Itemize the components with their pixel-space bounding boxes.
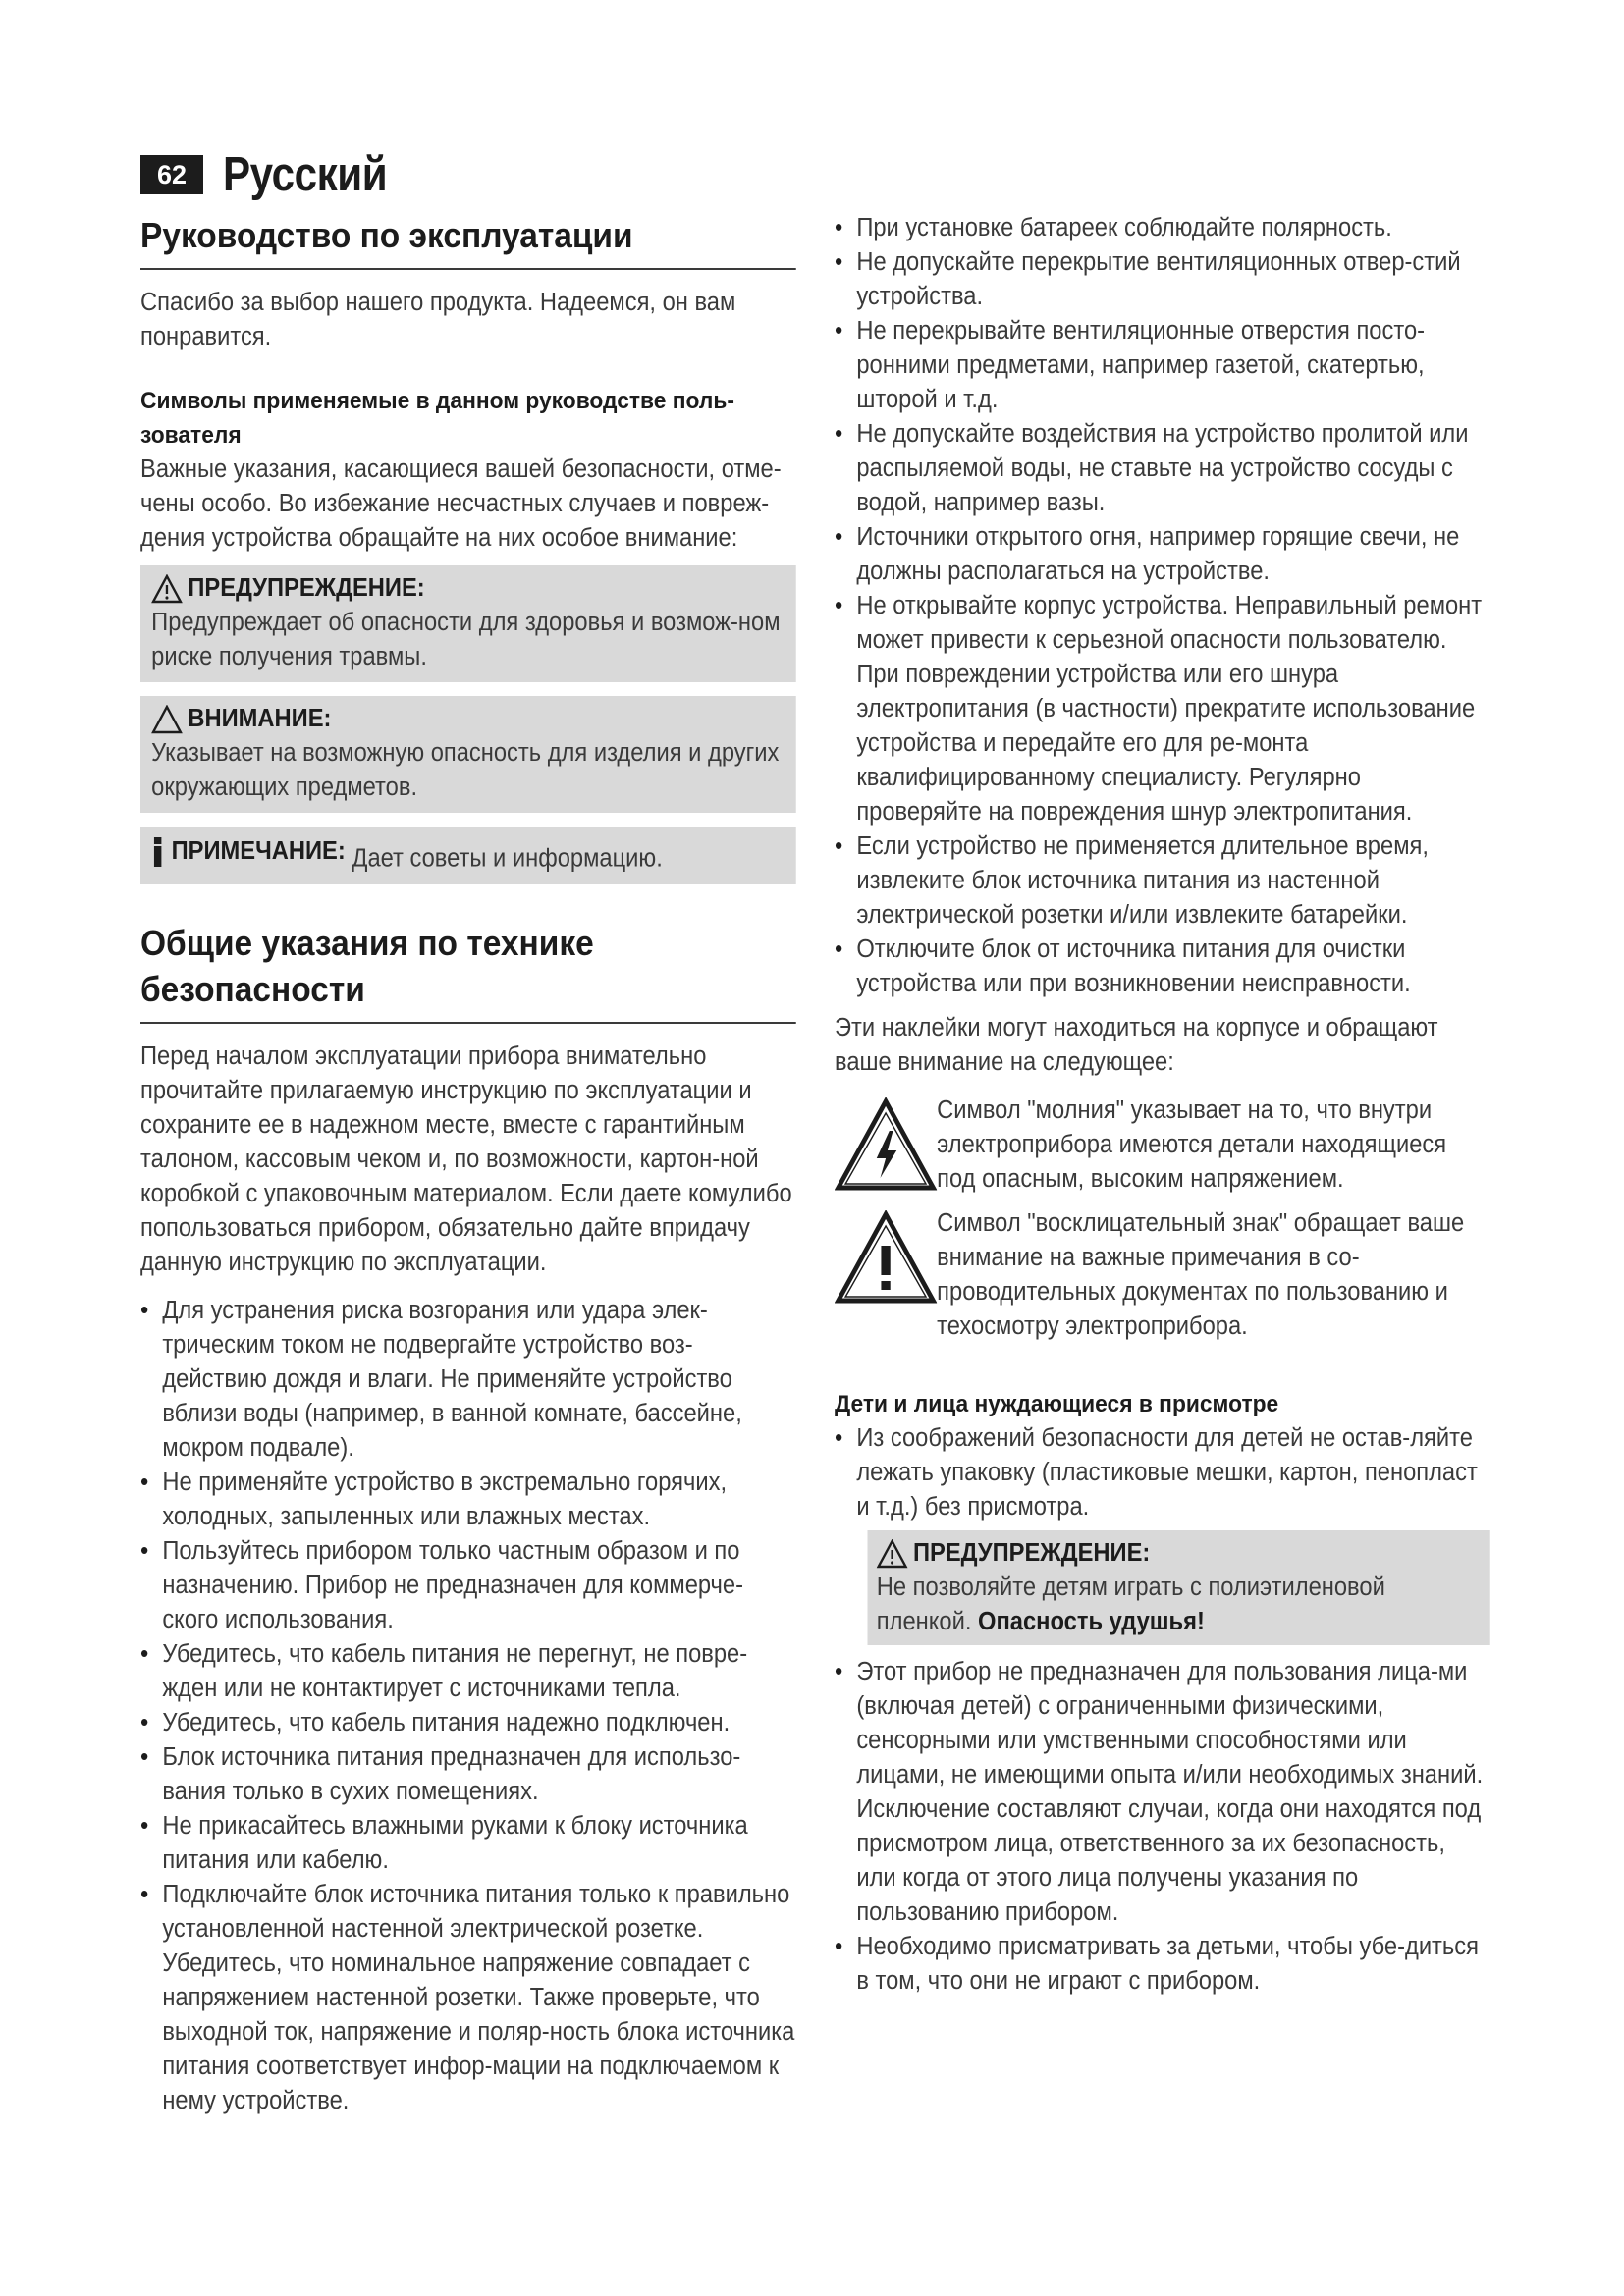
caution-box	[140, 696, 796, 813]
warning-text: Предупреждает об опасности для здоровья и возмож-ном риске получения травмы.	[151, 609, 781, 670]
lightning-text: Символ "молния" указывает на то, что внутри электроприбора имеются детали находящиеся под опасным, высоким напряжением.	[937, 1096, 1447, 1193]
warning-box	[140, 565, 796, 682]
list-item: • Источники открытого огня, например горящие свечи, не должны располагаться на устройстве.	[835, 520, 1490, 589]
note-title: ПРИМЕЧАНИЕ:	[171, 837, 346, 865]
list-item: • Этот прибор не предназначен для пользования лица-ми (включая детей) с ограниченными физическими, сенсорными или умственными способностями или лицами, не имеющими опыта и/или необходимых знаний. Исключение составляют случаи, когда они находятся под присмотром лица, ответственного за их безопасность, или когда от этого лица получены указания по пользованию прибором.	[835, 1655, 1490, 1930]
note-text: Дает советы и информацию.	[352, 844, 663, 873]
list-item: • Блок источника питания предназначен для использо-вания только в сухих помещениях.	[140, 1740, 796, 1809]
children-warning-text: Не позволяйте детям играть с полиэтиленовой пленкой. Опасность удушья!	[876, 1574, 1385, 1635]
warning-triangle-icon	[877, 1539, 908, 1569]
exclamation-triangle-icon	[835, 1210, 937, 1305]
manual-title: Руководство по эксплуатации	[140, 215, 633, 255]
page-header	[140, 147, 414, 202]
language-title: Русский	[223, 148, 388, 201]
title-divider	[140, 268, 796, 270]
right-column	[835, 211, 1490, 1999]
list-item: • Отключите блок от источника питания для очистки устройства или при возникновении неисправности.	[835, 933, 1490, 1001]
list-item: • Для устранения риска возгорания или удара элек-трическим током не подвергайте устройство воз-действию дождя и влаги. Не применяйте устройство вблизи воды (например, в ванной комнате, бассейне, мокром подвале).	[140, 1294, 796, 1466]
list-item: • Не применяйте устройство в экстремально горячих, холодных, запыленных или влажных местах.	[140, 1466, 796, 1534]
children-list	[835, 1421, 1490, 1524]
list-item: • Не перекрывайте вентиляционные отверстия посто-ронними предметами, например газетой, скатертью, шторой и т.д.	[835, 314, 1490, 417]
note-box	[140, 827, 796, 884]
caution-text: Указывает на возможную опасность для изделия и других окружающих предметов.	[151, 739, 780, 801]
symbols-heading: Символы применяемые в данном руководстве поль-зователя	[140, 388, 734, 449]
children-list-2	[835, 1655, 1490, 1999]
list-item: • Из соображений безопасности для детей не остав-ляйте лежать упаковку (пластиковые мешки, картон, пенопласт и т.д.) без присмотра.	[835, 1421, 1490, 1524]
safety-list-right	[835, 211, 1490, 1001]
children-warning-box	[867, 1530, 1489, 1645]
exclamation-text: Символ "восклицательный знак" обращает ваше внимание на важные примечания в со-проводительных документах по пользованию и техосмотру электроприбора.	[937, 1209, 1465, 1340]
left-column	[140, 206, 796, 2118]
children-heading: Дети и лица нуждающиеся в присмотре	[835, 1391, 1279, 1417]
lightning-symbol-row	[835, 1094, 1490, 1197]
list-item: • Необходимо присматривать за детьми, чтобы убе-диться в том, что они не играют с прибором.	[835, 1930, 1490, 1999]
list-item: • Подключайте блок источника питания только к правильно установленной настенной электрической розетке. Убедитесь, что номинальное напряжение совпадает с напряжением настенной розетки. Также проверьте, что выходной ток, напряжение и поляр-ность блока источника питания соответствует инфор-мации на подключаемом к нему устройстве.	[140, 1878, 796, 2118]
manual-intro: Спасибо за выбор нашего продукта. Надеемся, он вам понравится.	[140, 289, 736, 350]
list-item: • Не открывайте корпус устройства. Неправильный ремонт может привести к серьезной опасности пользователю. При повреждении устройства или его шнура электропитания (в частности) прекратите использование устройства и передайте его для ре-монта квалифицированному специалисту. Регулярно проверяйте на повреждения шнур электропитания.	[835, 589, 1490, 829]
list-item: • Убедитесь, что кабель питания не перегнут, не повре-жден или не контактирует с источниками тепла.	[140, 1637, 796, 1706]
high-voltage-icon	[835, 1097, 937, 1192]
list-item: • Не допускайте перекрытие вентиляционных отвер-стий устройства.	[835, 245, 1490, 314]
warning-triangle-icon	[151, 574, 183, 604]
list-item: • Если устройство не применяется длительное время, извлеките блок источника питания из настенной электрической розетки и/или извлеките батарейки.	[835, 829, 1490, 933]
list-item: • При установке батареек соблюдайте полярность.	[835, 211, 1490, 245]
list-item: • Убедитесь, что кабель питания надежно подключен.	[140, 1706, 796, 1740]
safety-list-left	[140, 1294, 796, 2118]
stickers-text: Эти наклейки могут находиться на корпусе и обращают ваше внимание на следующее:	[835, 1014, 1438, 1076]
list-item: • Не допускайте воздействия на устройство пролитой или распыляемой воды, не ставьте на устройство сосуды с водой, например вазы.	[835, 417, 1490, 520]
page-number: 62	[140, 155, 203, 194]
safety-intro: Перед началом эксплуатации прибора внимательно прочитайте прилагаемую инструкцию по эксплуатации и сохраните ее в надежном месте, вместе с гарантийным талоном, кассовым чеком и, по возможности, картон-ной коробкой с упаковочным материалом. Если даете комулибо попользоваться прибором, обязательно дайте впридачу данную инструкцию по эксплуатации.	[140, 1041, 792, 1276]
children-warning-title: ПРЕДУПРЕЖДЕНИЕ:	[912, 1539, 1151, 1567]
caution-title: ВНИМАНИЕ:	[188, 705, 332, 732]
symbols-text: Важные указания, касающиеся вашей безопасности, отме-чены особо. Во избежание несчастных случаев и повреж-дения устройства обращайте на них особое внимание:	[140, 455, 782, 552]
info-icon	[151, 837, 164, 867]
list-item: • Пользуйтесь прибором только частным образом и по назначению. Прибор не предназначен для коммерче-ского использования.	[140, 1534, 796, 1637]
caution-triangle-icon	[151, 705, 183, 734]
suffocation-warning: Опасность удушья!	[978, 1608, 1205, 1635]
list-item: • Не прикасайтесь влажными руками к блоку источника питания или кабелю.	[140, 1809, 796, 1878]
warning-title: ПРЕДУПРЕЖДЕНИЕ:	[188, 574, 425, 602]
safety-divider	[140, 1022, 796, 1024]
safety-title: Общие указания по технике безопасности	[140, 922, 594, 1009]
exclamation-symbol-row	[835, 1206, 1490, 1344]
